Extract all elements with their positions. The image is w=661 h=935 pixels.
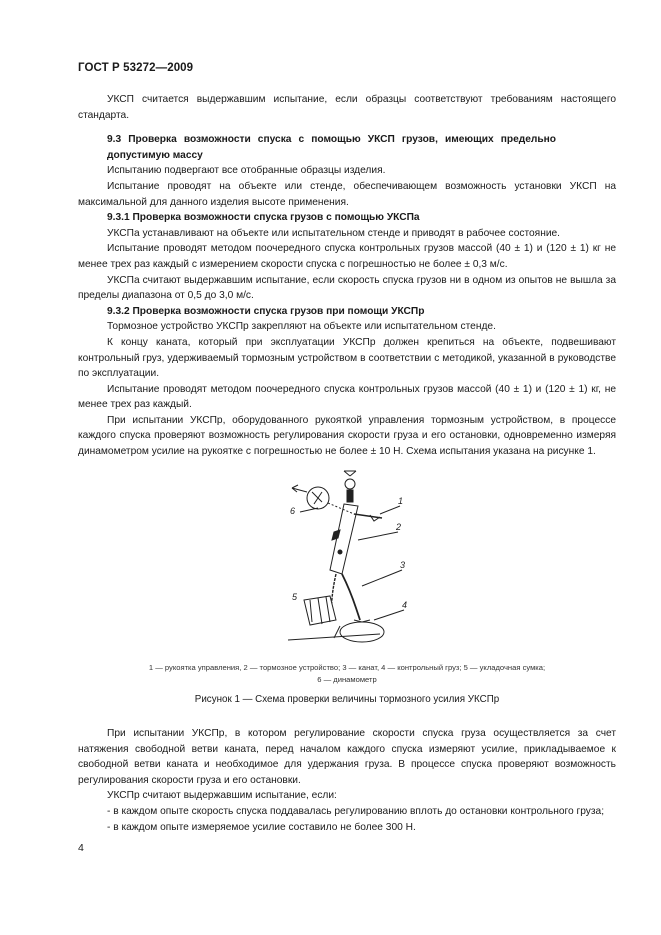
- paragraph: УКСПа устанавливают на объекте или испытательном стенде и приводят в рабочее состояние.: [107, 227, 561, 239]
- hook-ring: [345, 479, 355, 489]
- document-body-top: [78, 92, 616, 460]
- paragraph: Испытание проводят методом поочередного спуска контрольных грузов массой (40 ± 1) и (120 ± 1) кг, не менее трех раз каждый.: [78, 383, 616, 411]
- weight-sling: [354, 620, 370, 622]
- figure-label-2: 2: [396, 522, 402, 532]
- leader-3: [362, 570, 402, 586]
- legend-line: 6 — динамометр: [317, 674, 377, 684]
- hook-shank: [347, 490, 353, 502]
- paragraph: Тормозное устройство УКСПр закрепляют на объекте или испытательном стенде.: [107, 321, 496, 333]
- paragraph: К концу каната, который при эксплуатации УКСПр должен крепиться на объекте, подвешивают контрольный груз, удерживаемый тормозным устройством в соответствии с методикой, указанной в руководстве по эксплуатации.: [78, 336, 616, 380]
- paragraph: Испытание проводят методом поочередного спуска контрольных грузов массой (40 ± 1) и (120 ± 1) кг не менее трех раз каждый с измерением скорости спуска с погрешностью не более ± 0,3 м/с.: [78, 243, 616, 270]
- leader-4: [374, 610, 404, 620]
- paragraph: При испытании УКСПр, оборудованного рукояткой управления тормозным устройством, в процессе каждого спуска проверяют возможность регулирования скорости груза и его остановки, одновременно измеряя динамометром усилие на рукоятке с погрешностью не более ± 10 Н. Схема испытания указана на рисунке 1.: [78, 414, 616, 458]
- figure-label-4: 4: [402, 600, 408, 610]
- control-handle-line: [354, 514, 382, 518]
- paragraph: УКСПр считают выдержавшим испытание, если:: [107, 790, 337, 802]
- leader-6: [300, 508, 318, 512]
- anchor-hatch: [344, 471, 356, 476]
- figure-label-5: 5: [292, 592, 298, 602]
- figure-label-1: 1: [398, 496, 404, 506]
- section-9-3-title: 9.3 Проверка возможности спуска с помощью УКСП грузов, имеющих предельно допустимую массу: [107, 134, 556, 161]
- list-item: - в каждом опыте скорость спуска поддавалась регулированию вплоть до остановки контрольного груза;: [107, 805, 605, 817]
- figure-legend: [78, 662, 616, 685]
- legend-line: 1 — рукоятка управления, 2 — тормозное устройство; 3 — канат, 4 — контрольный груз; 5 — укладочная сумка;: [148, 663, 546, 672]
- control-weight: [340, 622, 384, 642]
- paragraph: Испытанию подвергают все отобранные образцы изделия.: [107, 165, 386, 177]
- leader-1: [380, 506, 400, 514]
- section-9-3-1-title: 9.3.1 Проверка возможности спуска грузов с помощью УКСПа: [107, 212, 420, 224]
- paragraph: УКСПа считают выдержавшим испытание, если скорость спуска грузов ни в одном из опытов не вышла за пределы диапазона от 0,5 до 3,0 м/с.: [78, 274, 616, 302]
- page-number: 4: [78, 842, 84, 854]
- brake-bolt: [338, 550, 342, 554]
- figure-label-3: 3: [400, 560, 406, 570]
- rope-load-branch: [342, 574, 360, 620]
- paragraph: Испытание проводят на объекте или стенде, обеспечивающем возможность установки УКСП на максимальной для данного изделия высоте применения.: [78, 180, 616, 208]
- test-scheme-drawing: [270, 470, 430, 646]
- list-item: - в каждом опыте измеряемое усилие составило не более 300 Н.: [107, 821, 416, 833]
- paragraph-intro: УКСП считается выдержавшим испытание, если образцы соответствуют требованиям настоящего стандарта.: [78, 94, 616, 121]
- document-body-bottom: [78, 726, 616, 835]
- paragraph: При испытании УКСПр, в котором регулирование скорости спуска груза осуществляется за счет натяжения свободной ветви каната, перед началом каждого спуска измеряют усилие, прикладываемое к свободной ветви каната и необходимое для удержания груза. В процессе спуска проверяют возможность регулирования скорости груза и его остановки.: [78, 728, 616, 786]
- section-9-3-2-title: 9.3.2 Проверка возможности спуска грузов при помощи УКСПр: [107, 305, 425, 317]
- figure-label-6: 6: [290, 506, 296, 516]
- figure-1-diagram: [270, 470, 430, 646]
- document-header: ГОСТ Р 53272—2009: [78, 62, 194, 74]
- leader-2: [358, 532, 398, 540]
- dynamometer-marks: [312, 492, 322, 504]
- figure-caption: Рисунок 1 — Схема проверки величины тормозного усилия УКСПр: [194, 694, 500, 705]
